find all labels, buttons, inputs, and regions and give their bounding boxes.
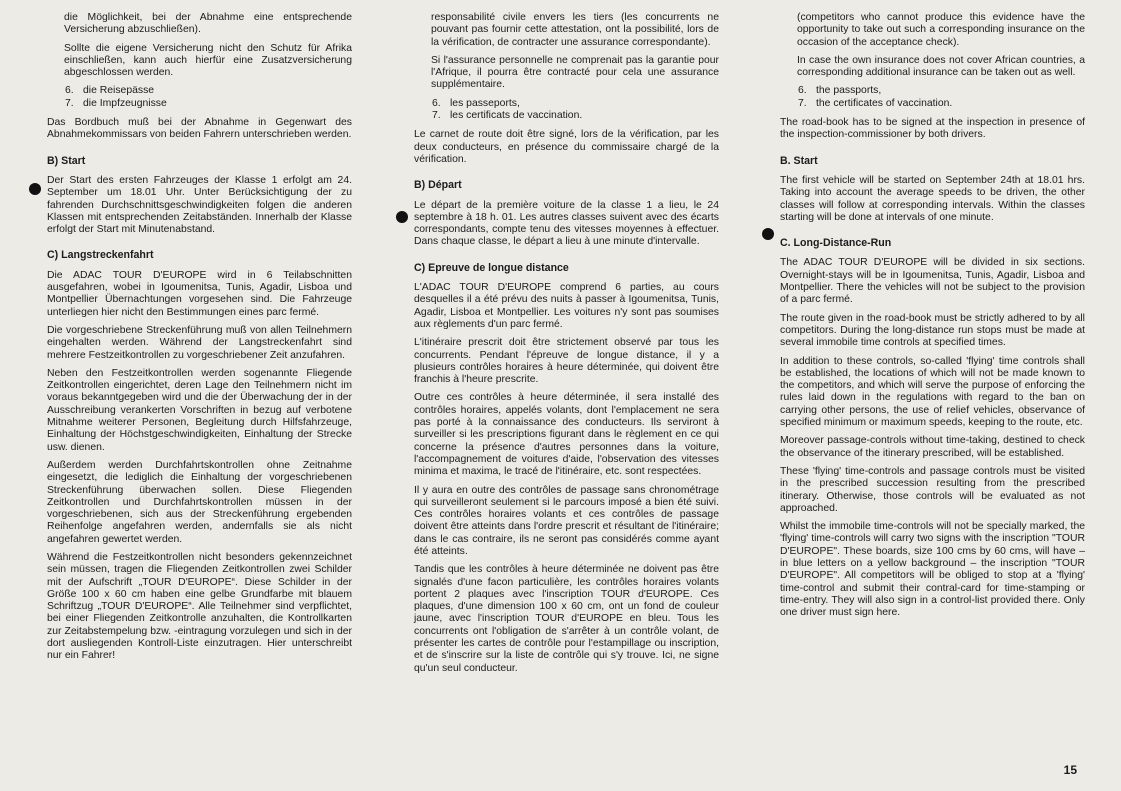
- column-english: [780, 12, 1085, 625]
- paragraph: Außerdem werden Durchfahrtskontrollen ohne Zeitnahme eingesetzt, die lediglich die Einhaltung der vorgeschriebenen Streckenführung überwachen sollen. Diese Fliegenden Zeitkontrollen und Durchfahrtskontrollen müssen in der vorgeschriebenen, sich aus der Streckenführung ergebenden Reihenfolge angefahren werden, andernfalls sie als nicht angefahren gewertet werden.: [47, 459, 352, 545]
- paragraph: Während die Festzeitkontrollen nicht besonders gekennzeichnet sein müssen, tragen die Fliegenden Zeitkontrollen zwei Schilder mit der Aufschrift „TOUR D'EUROPE“. Diese Schilder in der Größe 100 x 60 cm haben eine gelbe Grundfarbe mit blauem Schriftzug „TOUR D'EUROPE“. Alle Teilnehmer sind verpflichtet, bei einer Fliegenden Zeitkontrolle anzuhalten, die Kontrollkarten zur Zeitabstempelung bzw. -eintragung vorzulegen und sich in der dort ausliegenden Kontroll-Liste einzutragen. Hier unterschreibt nur ein Fahrer!: [47, 551, 352, 662]
- document-list: [414, 98, 719, 123]
- paragraph: Si l'assurance personnelle ne comprenait pas la garantie pour l'Afrique, il pourra être contracté pour cela une assurance supplémentaire.: [431, 54, 719, 91]
- list-item: 7. die Impfzeugnisse: [65, 97, 167, 109]
- paragraph: responsabilité civile envers les tiers (les concurrents ne pouvant pas fournir cette attestation, ont la possibilité, lors de la vérification, de contracter une assurance correspondante).: [431, 12, 719, 48]
- column-french: [414, 12, 719, 681]
- margin-bullet-icon: [396, 211, 408, 223]
- roadbook-paragraph: Le carnet de route doit être signé, lors de la vérification, par les deux conducteurs, en présence du commissaire chargé de la vérification.: [414, 129, 719, 165]
- paragraph: (competitors who cannot produce this evidence have the opportunity to take out such a corresponding insurance on the occasion of the acceptance check).: [797, 12, 1085, 48]
- start-paragraph: Le départ de la première voiture de la classe 1 a lieu, le 24 septembre à 18 h. 01. Les autres classes suivent avec des écarts correspondants, compte tenu des vitesses moyennes à effectuer. Dans chaque classe, le départ a lieu à une minute d'intervalle.: [414, 199, 719, 248]
- document-list: [780, 85, 1085, 110]
- column-german: [47, 12, 352, 669]
- paragraph: Moreover passage-controls without time-taking, destined to check the observance of the itinerary prescribed, will be established.: [780, 435, 1085, 459]
- paragraph: In addition to these controls, so-called 'flying' time controls shall be established, the locations of which will not be made known to the competitors, and which will serve the purpose of enforcing the rules laid down in the regulations with regard to the ban on carrying other persons, the use of relief vehicles, observance of specified minimum or maximum speeds, keeping to the route, etc.: [780, 355, 1085, 429]
- paragraph: L'itinéraire prescrit doit être strictement observé par tous les concurrents. Pendant l'épreuve de longue distance, il y a plusieurs contrôles horaires à heure déterminée, qui doivent être franchis à l'heure prescrite.: [414, 337, 719, 386]
- margin-bullet-icon: [29, 183, 41, 195]
- paragraph: Whilst the immobile time-controls will not be specially marked, the 'flying' time-controls will carry two signs with the inscription "TOUR D'EUROPE". These boards, size 100 cms by 60 cms, will have – in blue letters on a yellow background – the inscription "TOUR D'EUROPE". All competitors will be obliged to stop at a 'flying' time-control and submit their contral-card for time-stamping or time-entry. They will also sign in a control-list provided there. Only one driver must sign here.: [780, 521, 1085, 619]
- list-item: 6. the passports,: [798, 85, 882, 97]
- roadbook-paragraph: The road-book has to be signed at the inspection in presence of the inspection-commissioner by both drivers.: [780, 117, 1085, 141]
- list-item: 6. les passeports,: [432, 97, 520, 109]
- paragraph: Tandis que les contrôles à heure déterminée ne doivent pas être signalés d'une facon particulière, les contrôles horaires volants portent 2 plaques avec l'inscription TOUR d'EUROPE. Ces plaques, d'une dimension 100 x 60 cm, ont un fond de couleur jaune, avec l'inscription TOUR d'EUROPE en bleu. Tous les concurrents ont l'obligation de s'arrêter à un contrôle volant, de présenter les cartes de contrôle pour l'estampillage ou inscription, et de s'inscrire sur la liste de contrôle qui s'y trouve. Ici, ne signe qu'un seul conducteur.: [414, 564, 719, 674]
- section-heading-long-distance: C) Langstreckenfahrt: [47, 249, 154, 262]
- paragraph: The ADAC TOUR D'EUROPE will be divided in six sections. Overnight-stays will be in Igoumenitsa, Tunis, Agadir, Lisboa and Montpellier. There the vehicles will not be subject to the provision of a parc fermé.: [780, 257, 1085, 306]
- paragraph: Neben den Festzeitkontrollen werden sogenannte Fliegende Zeitkontrollen eingerichtet, deren Lage den Teilnehmern nicht im voraus bekanntgegeben wird und die der Überwachung der in der Ausschreibung verankerten Vorschriften in bezug auf verbotene Mitnahme weiterer Personen, Begleitung durch Hilfsfahrzeuge, Einhaltung der Höchstgeschwindigkeiten, Einhaltung der Strecke usw. dienen.: [47, 367, 352, 453]
- section-heading-long-distance: C. Long-Distance-Run: [780, 237, 892, 250]
- paragraph: These 'flying' time-controls and passage controls must be visited in the prescribed succession resulting from the prescribed itinerary. Otherwise, those controls will be evaluated as not approached.: [780, 465, 1085, 514]
- list-item: 7. the certificates of vaccination.: [798, 97, 953, 109]
- list-item: 7. les certificats de vaccination.: [432, 110, 583, 122]
- paragraph: Il y aura en outre des contrôles de passage sans chronométrage qui surveilleront seulement si le parcours imposé a bien été suivi. Ces contrôles horaires volants et ces contrôles de passage doivent être atteints dans l'ordre prescrit et résultant de l'itinéraire; dans le cas contraire, ils ne seront pas considérés comme ayant été atteints.: [414, 484, 719, 557]
- paragraph: Outre ces contrôles à heure déterminée, il sera installé des contrôles horaires, appelés volants, dont l'emplacement ne sera pas porté à la connaissance des conducteurs. Ils serviront à surveiller si les prescriptions figurant dans le règlement en ce qui concerne la présence d'autres personnes dans la voiture, l'accompagnement de voitures d'aide, l'observation des vitesses minima et maxima, le tracé de l'itinéraire, etc. sont respectées.: [414, 392, 719, 478]
- paragraph: Die ADAC TOUR D'EUROPE wird in 6 Teilabschnitten ausgefahren, wobei in Igoumenitsa, Tunis, Agadir, Lisboa und Montpellier Übernachtungen vorgesehen sind. Die Fahrzeuge unterliegen hier nicht den Bestimmungen eines parc fermé.: [47, 269, 352, 318]
- paragraph: The route given in the road-book must be strictly adhered to by all competitors. During the long-distance run stops must be made at several immobile time controls at specified times.: [780, 312, 1085, 349]
- section-heading-start: B) Start: [47, 154, 86, 167]
- paragraph: Die vorgeschriebene Streckenführung muß von allen Teilnehmern eingehalten werden. Während der Langstreckenfahrt sind mehrere Festzeitkontrollen zu vorgeschriebener Zeit anzufahren.: [47, 324, 352, 361]
- paragraph: die Möglichkeit, bei der Abnahme eine entsprechende Versicherung abzuschließen).: [64, 12, 352, 36]
- section-heading-start: B. Start: [780, 154, 818, 167]
- section-heading-start: B) Départ: [414, 179, 462, 192]
- paragraph: Sollte die eigene Versicherung nicht den Schutz für Afrika einschließen, kann auch hierfür eine Zusatzversicherung abgeschlossen werden.: [64, 42, 352, 79]
- start-paragraph: Der Start des ersten Fahrzeuges der Klasse 1 erfolgt am 24. September um 18.01 Uhr. Unter Berücksichtigung der zu fahrenden Durchschnittsgeschwindigkeiten folgen die anderen Klassen mit entsprechenden Zeitabständen. Innerhalb der Klasse erfolgt der Start mit Minutenabstand.: [47, 174, 352, 236]
- section-heading-long-distance: C) Epreuve de longue distance: [414, 261, 569, 274]
- paragraph: L'ADAC TOUR D'EUROPE comprend 6 parties, au cours desquelles il a été prévu des nuits à passer à Igoumenitsa, Tunis, Agadir, Lisboa et Montpellier. Les voitures n'y sont pas soumises aux règlements d'un parc fermé.: [414, 282, 719, 330]
- page-number: 15: [1063, 763, 1077, 777]
- paragraph: In case the own insurance does not cover African countries, a corresponding additional insurance can be taken out as well.: [797, 54, 1085, 79]
- roadbook-paragraph: Das Bordbuch muß bei der Abnahme in Gegenwart des Abnahmekommissars von beiden Fahrern unterschrieben werden.: [47, 117, 352, 141]
- document-list: [47, 85, 352, 110]
- margin-bullet-icon: [762, 228, 774, 240]
- list-item: 6. die Reisepässe: [65, 85, 155, 97]
- start-paragraph: The first vehicle will be started on September 24th at 18.01 hrs. Taking into account the average speeds to be driven, the other classes will follow at corresponding intervals. Within the classes starting will be done at intervals of one minute.: [780, 174, 1085, 223]
